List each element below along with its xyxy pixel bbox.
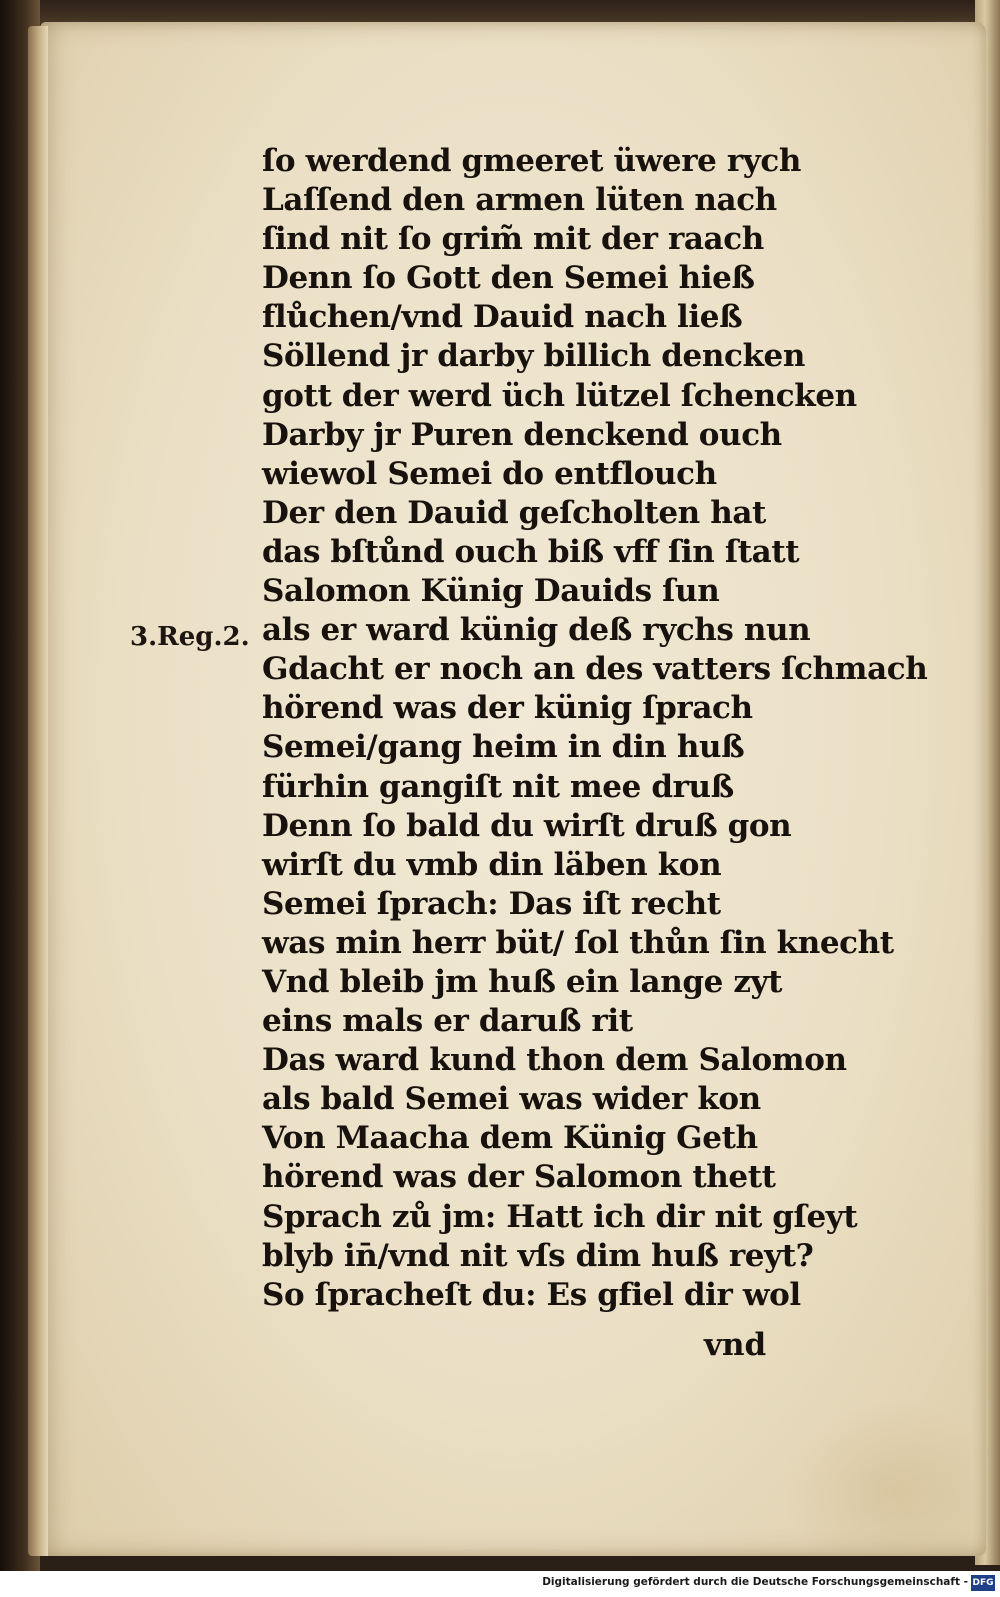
funding-credit: Digitalisierung gefördert durch die Deutsche Forschungsgemeinschaft - — [542, 1576, 968, 1588]
verse-line: flůchen/vnd Dauid nach ließ — [262, 299, 743, 336]
verse-line: Der den Dauid geſcholten hat — [262, 494, 766, 531]
verse-line: Semei/gang heim in din huß — [262, 729, 745, 766]
paper-stain — [780, 1400, 970, 1550]
dfg-logo: DFG — [971, 1575, 995, 1591]
verse-line: Laſſend den armen lüten nach — [262, 182, 777, 219]
verse-text-block — [262, 142, 928, 1315]
verse-line: gott der werd üch lützel ſchencken — [262, 377, 857, 414]
verse-line: Denn ſo bald du wirſt druß gon — [262, 807, 792, 844]
verse-line: eins mals er daruß rit — [262, 1003, 633, 1040]
verse-line: Gdacht er noch an des vatters ſchmach — [262, 651, 928, 688]
verse-line: Salomon Künig Dauids ſun — [262, 573, 720, 610]
verse-line: Semei ſprach: Das iſt recht — [262, 885, 721, 922]
verse-line: Darby jr Puren denckend ouch — [262, 416, 782, 453]
verse-line: hörend was der Salomon thett — [262, 1159, 776, 1196]
verse-line: hörend was der künig ſprach — [262, 690, 753, 727]
catchword: vnd — [704, 1327, 767, 1363]
page-left-edge — [28, 26, 48, 1556]
verse-line: Denn ſo Gott den Semei hieß — [262, 260, 755, 297]
margin-note: 3.Reg.2. — [130, 622, 250, 652]
verse-line: was min herr büt/ ſol thůn ſin knecht — [262, 924, 894, 961]
verse-line: Von Maacha dem Künig Geth — [262, 1120, 758, 1157]
verse-line: ſo werdend gmeeret üwere rych — [262, 143, 801, 179]
verse-line: Sprach zů jm: Hatt ich dir nit gſeyt — [262, 1198, 858, 1235]
verse-line: das bſtůnd ouch biß vff ſin ſtatt — [262, 533, 800, 570]
scan-top-shadow — [40, 0, 1000, 24]
verse-line: fürhin gangiſt nit mee druß — [262, 768, 734, 805]
verse-line: So ſpracheſt du: Es gfiel dir wol — [262, 1276, 801, 1313]
verse-line: Das ward kund thon dem Salomon — [262, 1042, 847, 1079]
verse-line: als er ward künig deß rychs nun — [262, 612, 811, 649]
verse-line: Söllend jr darby billich dencken — [262, 338, 806, 375]
verse-line: wirſt du vmb din läben kon — [262, 846, 722, 883]
verse-line: als bald Semei was wider kon — [262, 1081, 761, 1118]
verse-line: ſind nit ſo grim̃ mit der raach — [262, 221, 764, 258]
verse-line: blyb in̄/vnd nit vſs dim huß reyt? — [262, 1237, 814, 1274]
verse-line: Vnd bleib jm huß ein lange zyt — [262, 963, 783, 1000]
verse-line: wiewol Semei do entflouch — [262, 455, 717, 492]
